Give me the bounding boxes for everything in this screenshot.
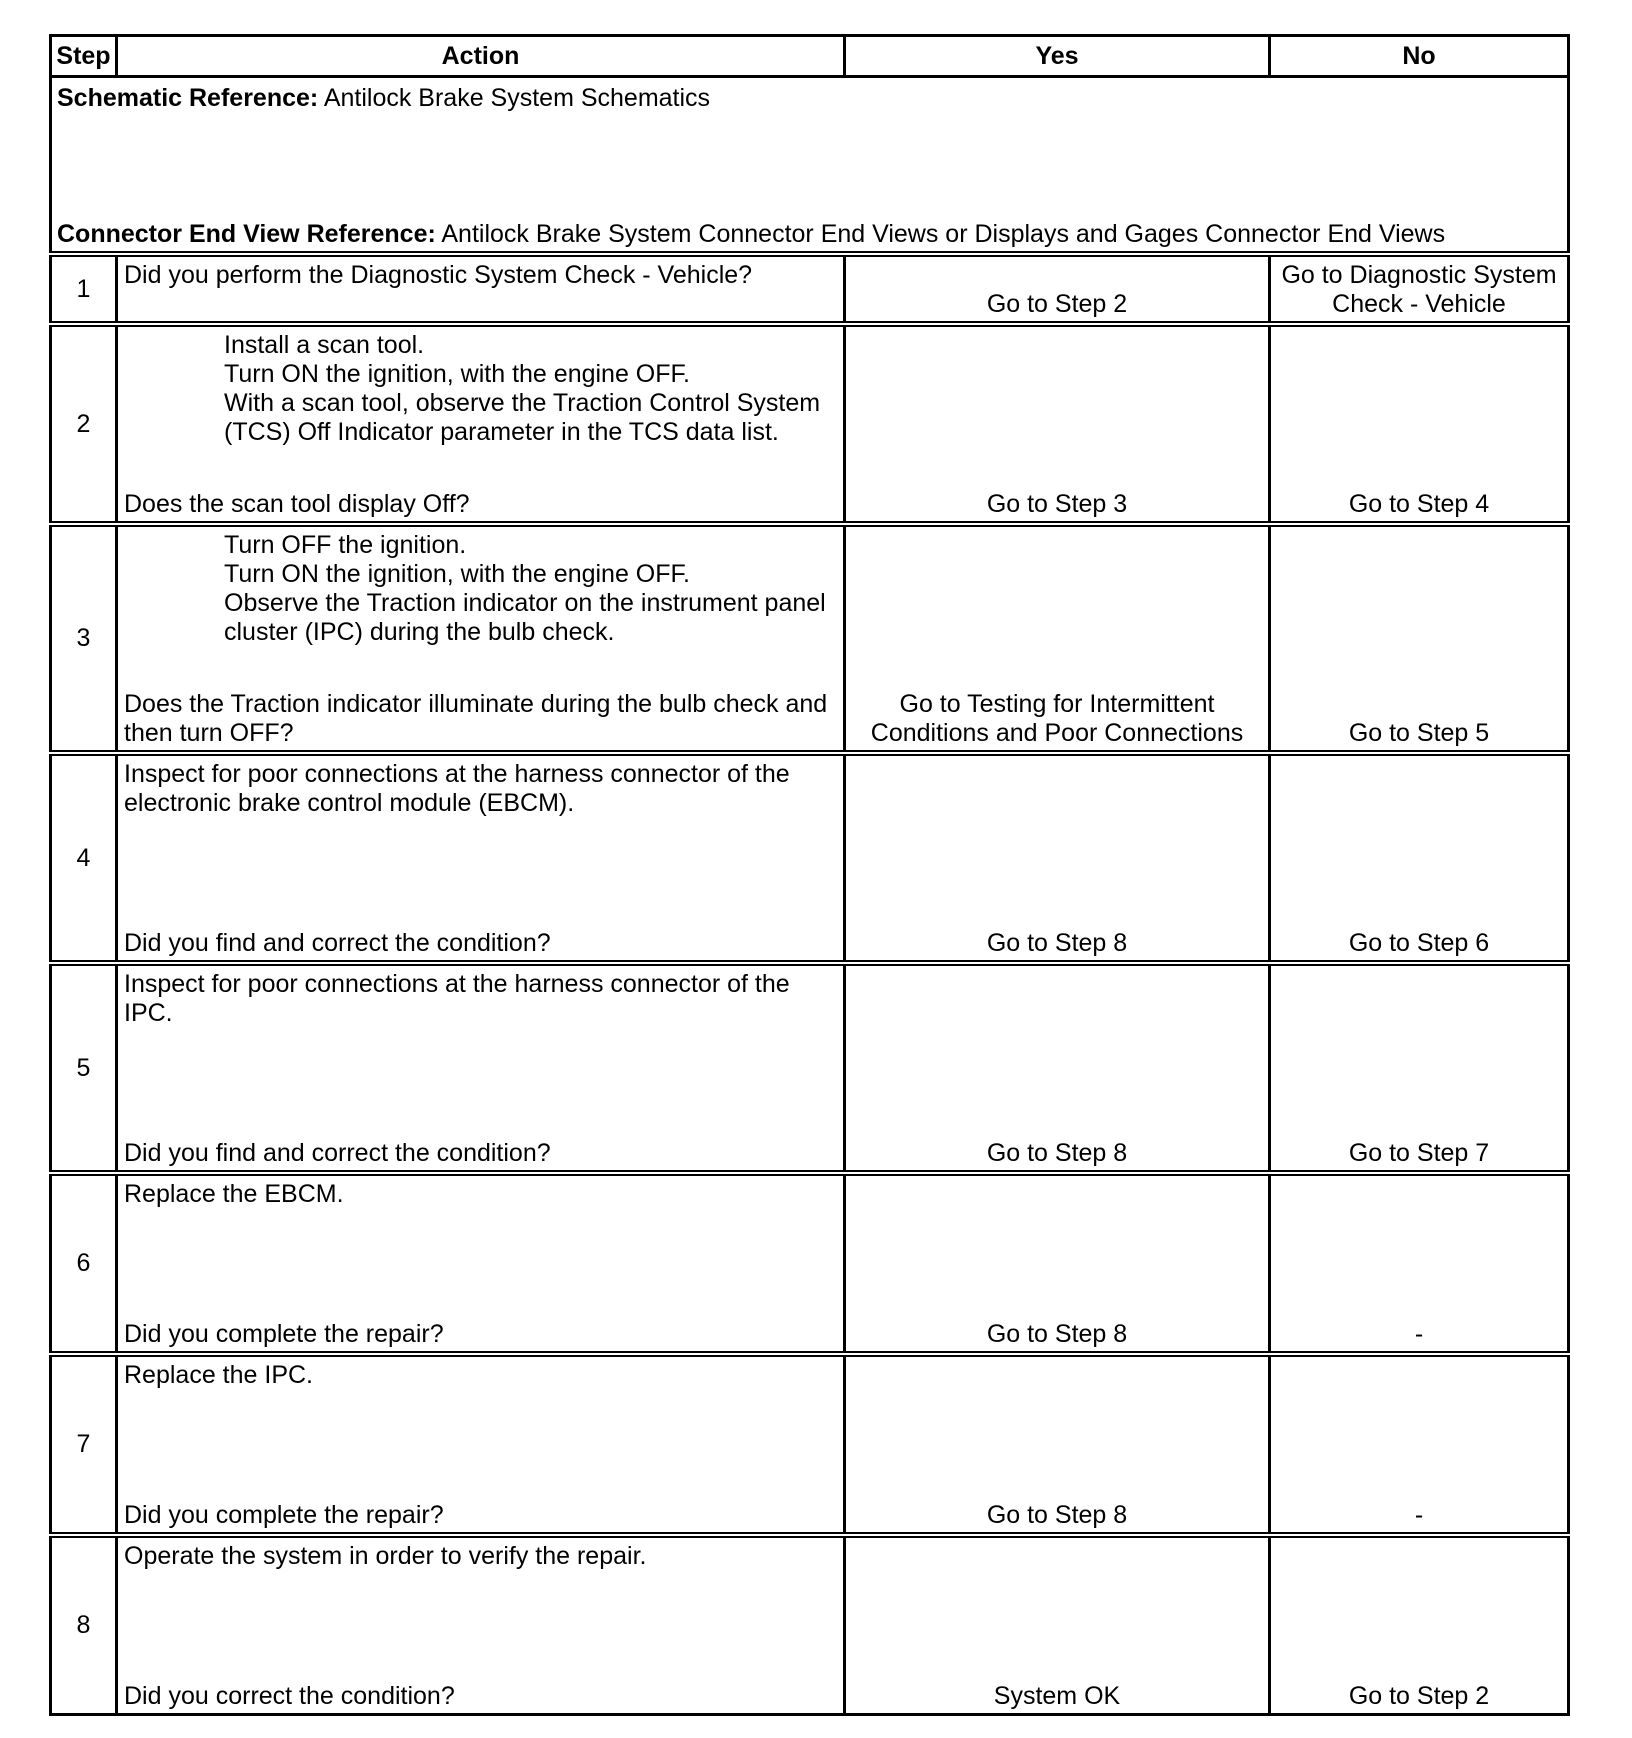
header-step: Step <box>51 36 117 77</box>
step-number: 4 <box>51 753 117 963</box>
question-text: Does the Traction indicator illuminate during the bulb check and then turn OFF? <box>124 690 828 747</box>
reference-row <box>51 77 1569 255</box>
header-yes: Yes <box>845 36 1270 77</box>
step-number: 6 <box>51 1173 117 1354</box>
question-text: Did you correct the condition? <box>124 1682 455 1710</box>
instruction-text: Inspect for poor connections at the harness connector of the electronic brake control module (EBCM). <box>124 760 790 817</box>
instruction-item: Observe the Traction indicator on the instrument panel cluster (IPC) during the bulb check. <box>224 589 826 646</box>
step-number: 5 <box>51 963 117 1173</box>
no-result[interactable]: Go to Step 2 <box>1270 1535 1569 1715</box>
question-text: Did you complete the repair? <box>124 1320 444 1348</box>
question-text: Does the scan tool display Off? <box>124 490 470 518</box>
connector-reference-link[interactable]: Antilock Brake System Connector End Views or Displays and Gages Connector End Views <box>441 220 1446 248</box>
connector-reference <box>57 220 1445 249</box>
header-row <box>51 36 1569 77</box>
step-number: 3 <box>51 524 117 753</box>
table-row <box>51 1173 1569 1354</box>
action-cell <box>117 753 845 963</box>
instruction-list <box>124 531 837 647</box>
step-number: 8 <box>51 1535 117 1715</box>
table-row <box>51 254 1569 324</box>
yes-result: System OK <box>845 1535 1270 1715</box>
yes-result[interactable]: Go to Step 8 <box>845 1173 1270 1354</box>
table-row <box>51 753 1569 963</box>
action-cell <box>117 524 845 753</box>
table-row <box>51 324 1569 524</box>
connector-reference-label: Connector End View Reference: <box>57 220 436 248</box>
question-text: Did you complete the repair? <box>124 1501 444 1529</box>
table-row <box>51 1354 1569 1535</box>
schematic-reference-label: Schematic Reference: <box>57 84 319 112</box>
schematic-reference <box>57 84 710 113</box>
reference-cell <box>51 77 1569 255</box>
instruction-text: Operate the system in order to verify the repair. <box>124 1542 647 1570</box>
yes-result[interactable]: Go to Step 8 <box>845 963 1270 1173</box>
table-row <box>51 524 1569 753</box>
yes-result[interactable]: Go to Step 8 <box>845 1354 1270 1535</box>
instruction-item: Turn ON the ignition, with the engine OFF. <box>224 560 690 588</box>
yes-result[interactable]: Go to Step 2 <box>845 254 1270 324</box>
action-cell <box>117 1535 845 1715</box>
header-no: No <box>1270 36 1569 77</box>
step-number: 2 <box>51 324 117 524</box>
instruction-text: Inspect for poor connections at the harness connector of the IPC. <box>124 970 790 1027</box>
question-text: Did you find and correct the condition? <box>124 1139 551 1167</box>
action-cell <box>117 1173 845 1354</box>
no-result[interactable]: Go to Step 7 <box>1270 963 1569 1173</box>
no-result: - <box>1270 1354 1569 1535</box>
yes-result[interactable]: Go to Step 3 <box>845 324 1270 524</box>
action-cell <box>117 254 845 324</box>
no-result[interactable]: Go to Diagnostic System Check - Vehicle <box>1270 254 1569 324</box>
instruction-text: Replace the IPC. <box>124 1361 313 1389</box>
yes-result[interactable]: Go to Step 8 <box>845 753 1270 963</box>
no-result: - <box>1270 1173 1569 1354</box>
schematic-reference-link[interactable]: Antilock Brake System Schematics <box>323 84 711 112</box>
step-number: 1 <box>51 254 117 324</box>
diagnostic-table <box>49 34 1570 1716</box>
question-text: Did you find and correct the condition? <box>124 929 551 957</box>
instruction-text: Replace the EBCM. <box>124 1180 344 1208</box>
action-cell <box>117 963 845 1173</box>
header-action: Action <box>117 36 845 77</box>
yes-result[interactable]: Go to Testing for Intermittent Conditions and Poor Connections <box>845 524 1270 753</box>
no-result[interactable]: Go to Step 4 <box>1270 324 1569 524</box>
instruction-item: Install a scan tool. <box>224 331 425 359</box>
instruction-item: Turn ON the ignition, with the engine OFF. <box>224 360 690 388</box>
no-result[interactable]: Go to Step 6 <box>1270 753 1569 963</box>
action-cell <box>117 1354 845 1535</box>
table-row <box>51 963 1569 1173</box>
step-number: 7 <box>51 1354 117 1535</box>
instruction-item: Turn OFF the ignition. <box>224 531 467 559</box>
instruction-list <box>124 331 837 447</box>
instruction-item: With a scan tool, observe the Traction Control System (TCS) Off Indicator parameter in the TCS data list. <box>224 389 821 446</box>
no-result[interactable]: Go to Step 5 <box>1270 524 1569 753</box>
action-cell <box>117 324 845 524</box>
table-row <box>51 1535 1569 1715</box>
question-text: Did you perform the Diagnostic System Check - Vehicle? <box>124 261 753 289</box>
